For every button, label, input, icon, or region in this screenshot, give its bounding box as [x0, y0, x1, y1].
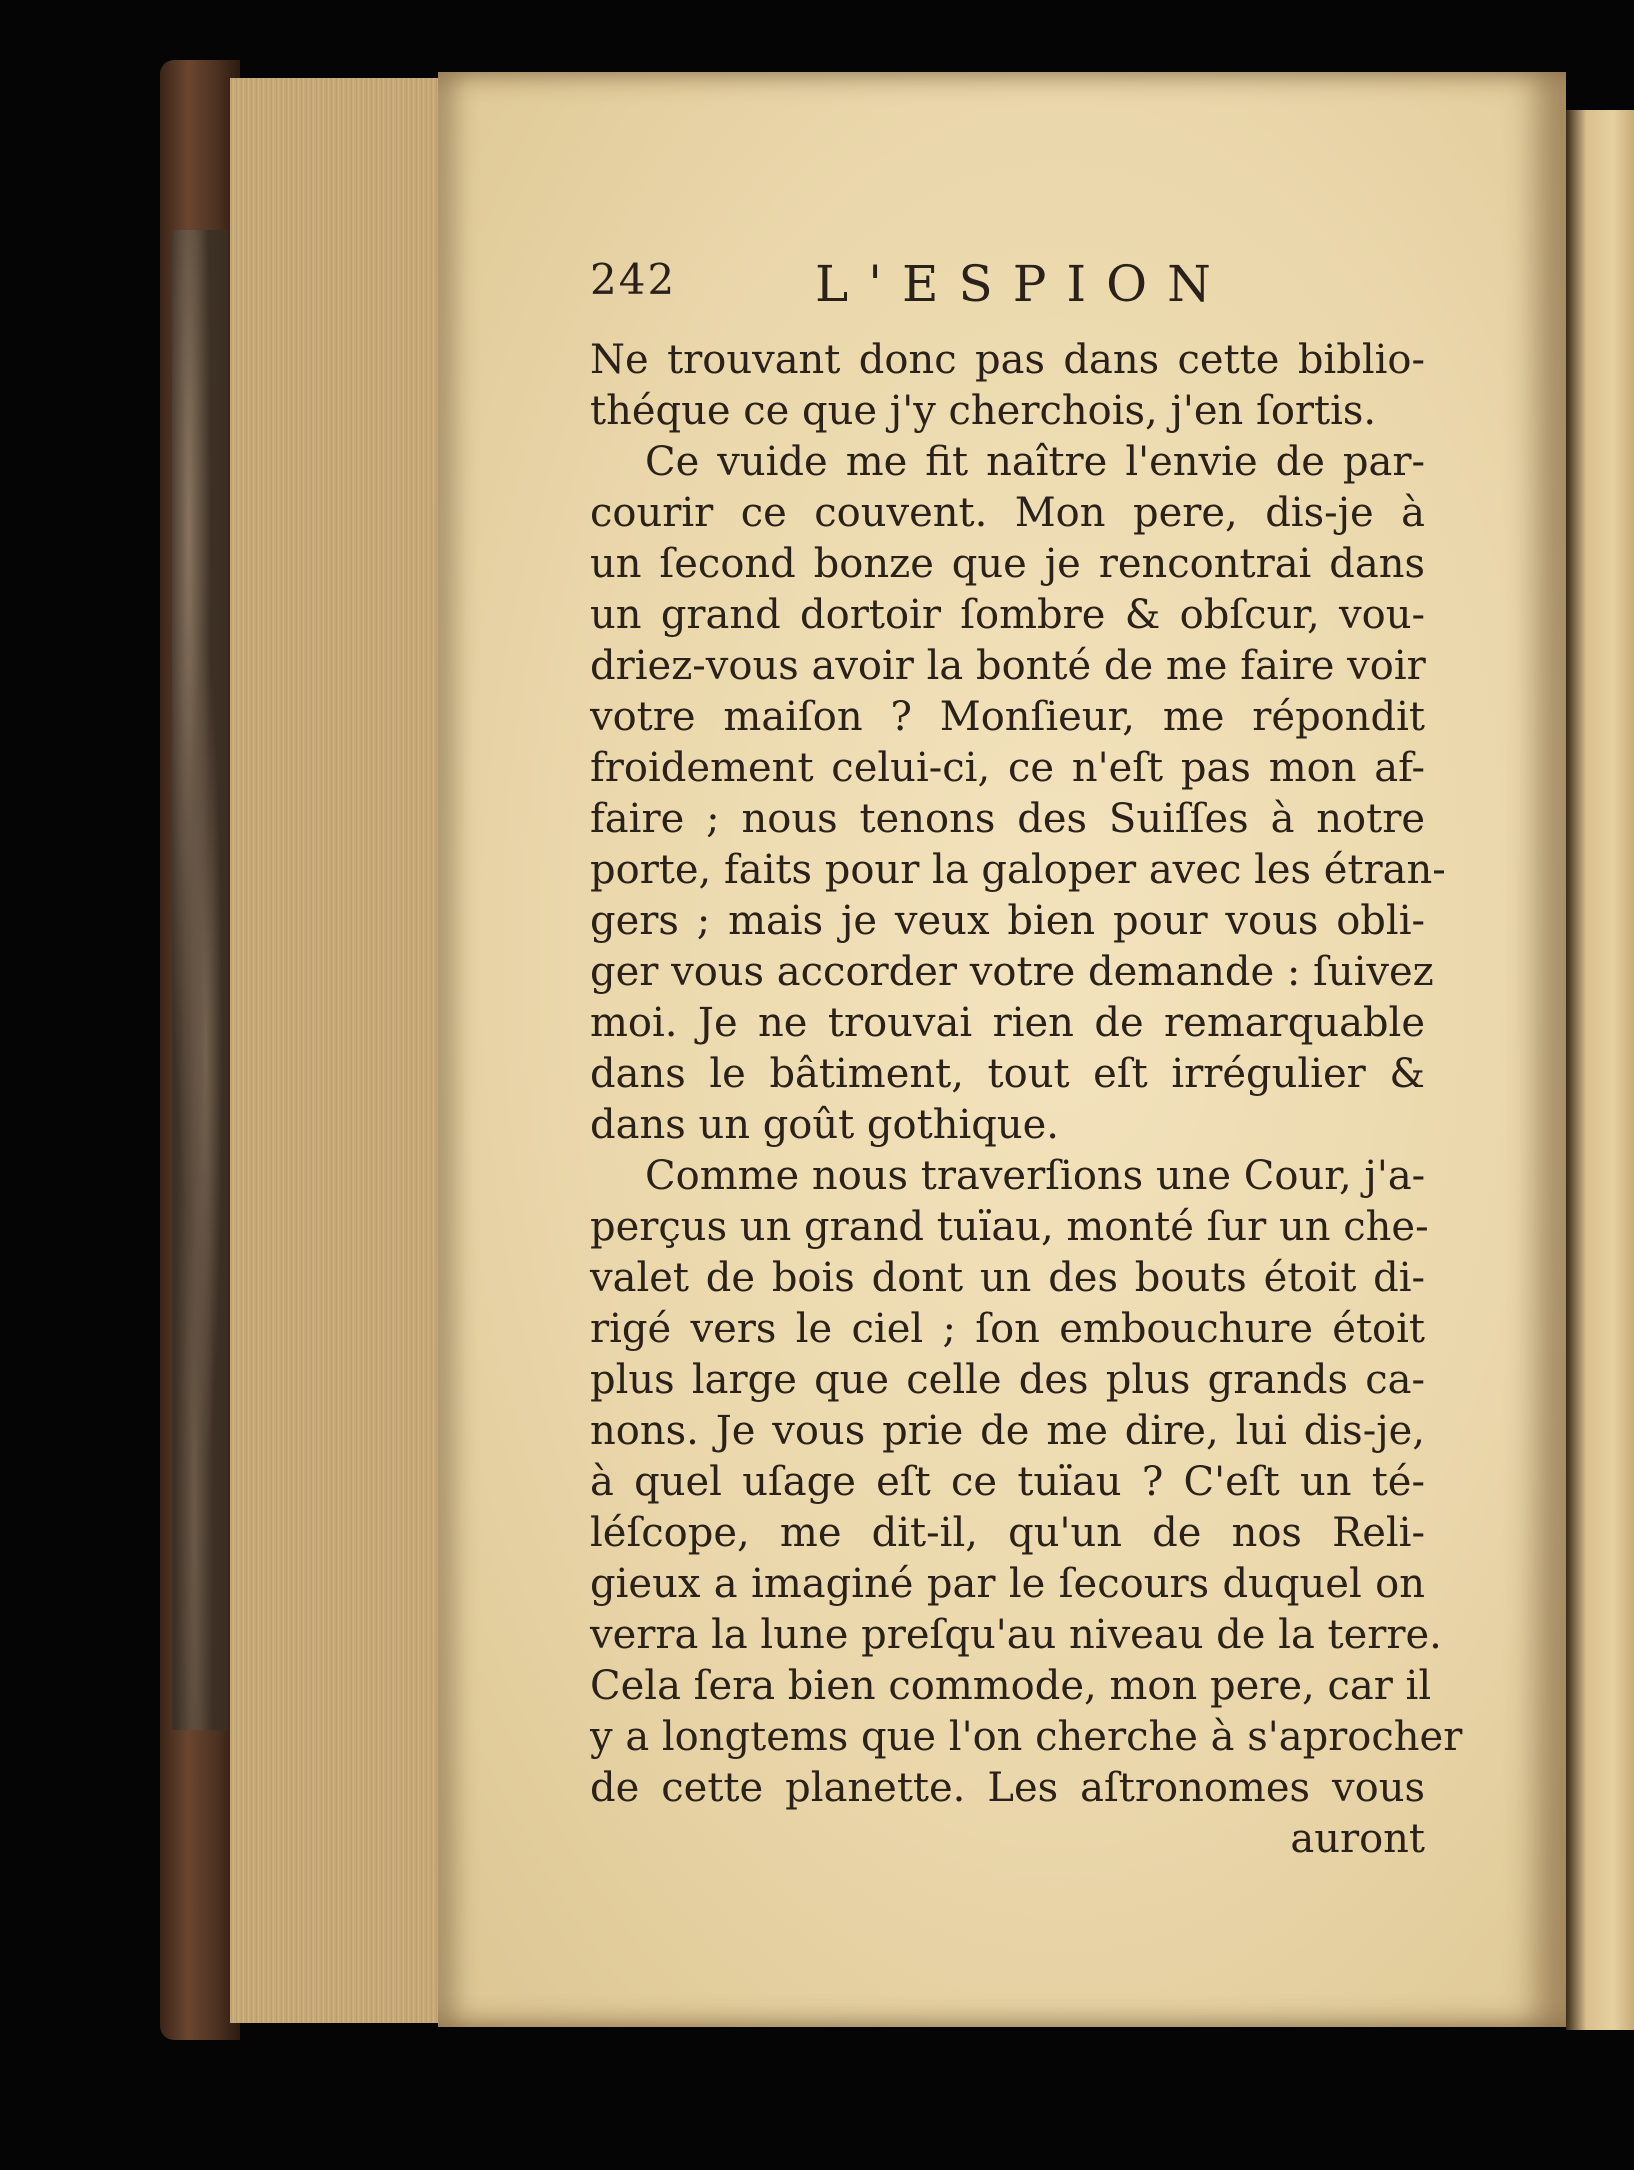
text-line: Ne trouvant donc pas dans cette biblio- [590, 337, 1425, 383]
text-line: théque ce que j'y cherchois, j'en ſortis. [590, 388, 1377, 434]
catchword: auront [1290, 1816, 1425, 1862]
page-edges [230, 78, 440, 2023]
text-line: perçus un grand tuïau, monté ſur un che- [590, 1204, 1429, 1250]
text-line: gieux a imaginé par le ſecours duquel on [590, 1561, 1425, 1607]
text-line: nons. Je vous prie de me dire, lui dis-je, [590, 1408, 1425, 1454]
text-line: dans un goût gothique. [590, 1102, 1060, 1148]
text-line: votre maiſon ? Monſieur, me répondit [590, 694, 1425, 740]
text-line: courir ce couvent. Mon pere, dis-je à [590, 490, 1425, 536]
text-block [590, 255, 1463, 1895]
text-line: faire ; nous tenons des Suiſſes à notre [590, 796, 1425, 842]
text-line: à quel uſage eſt ce tuïau ? C'eſt un té- [590, 1459, 1425, 1505]
text-line: Cela ſera bien commode, mon pere, car il [590, 1663, 1432, 1709]
text-line: driez-vous avoir la bonté de me faire voir [590, 643, 1426, 689]
text-line: valet de bois dont un des bouts étoit di- [590, 1255, 1425, 1301]
text-line: gers ; mais je veux bien pour vous obli- [590, 898, 1425, 944]
text-line: ger vous accorder votre demande : ſuivez [590, 949, 1434, 995]
text-line: verra la lune preſqu'au niveau de la terre. [590, 1612, 1442, 1658]
text-line: un grand dortoir ſombre & obſcur, vou- [590, 592, 1425, 638]
text-line: léſcope, me dit-il, qu'un de nos Reli- [590, 1510, 1425, 1556]
text-line: dans le bâtiment, tout eſt irrégulier & [590, 1051, 1425, 1097]
body-text [590, 335, 1463, 1865]
text-line: y a longtems que l'on cherche à s'aprocher [590, 1714, 1463, 1760]
text-line: froidement celui-ci, ce n'eſt pas mon af- [590, 745, 1425, 791]
text-line: un ſecond bonze que je rencontrai dans [590, 541, 1425, 587]
marbled-endpaper [172, 230, 228, 1730]
running-title: L'ESPION [815, 255, 1231, 313]
page-number: 242 [590, 255, 677, 304]
text-line: rigé vers le ciel ; ſon embouchure étoit [590, 1306, 1425, 1352]
text-line: porte, faits pour la galoper avec les étran- [590, 847, 1446, 893]
text-line: Comme nous traverſions une Cour, j'a- [645, 1153, 1426, 1199]
text-line: de cette planette. Les aſtronomes vous [590, 1765, 1425, 1811]
text-line: Ce vuide me fit naître l'envie de par- [645, 439, 1425, 485]
page-header [590, 255, 1425, 335]
facing-page-edge [1566, 110, 1634, 2030]
text-line: moi. Je ne trouvai rien de remarquable [590, 1000, 1425, 1046]
text-line: plus large que celle des plus grands ca- [590, 1357, 1425, 1403]
